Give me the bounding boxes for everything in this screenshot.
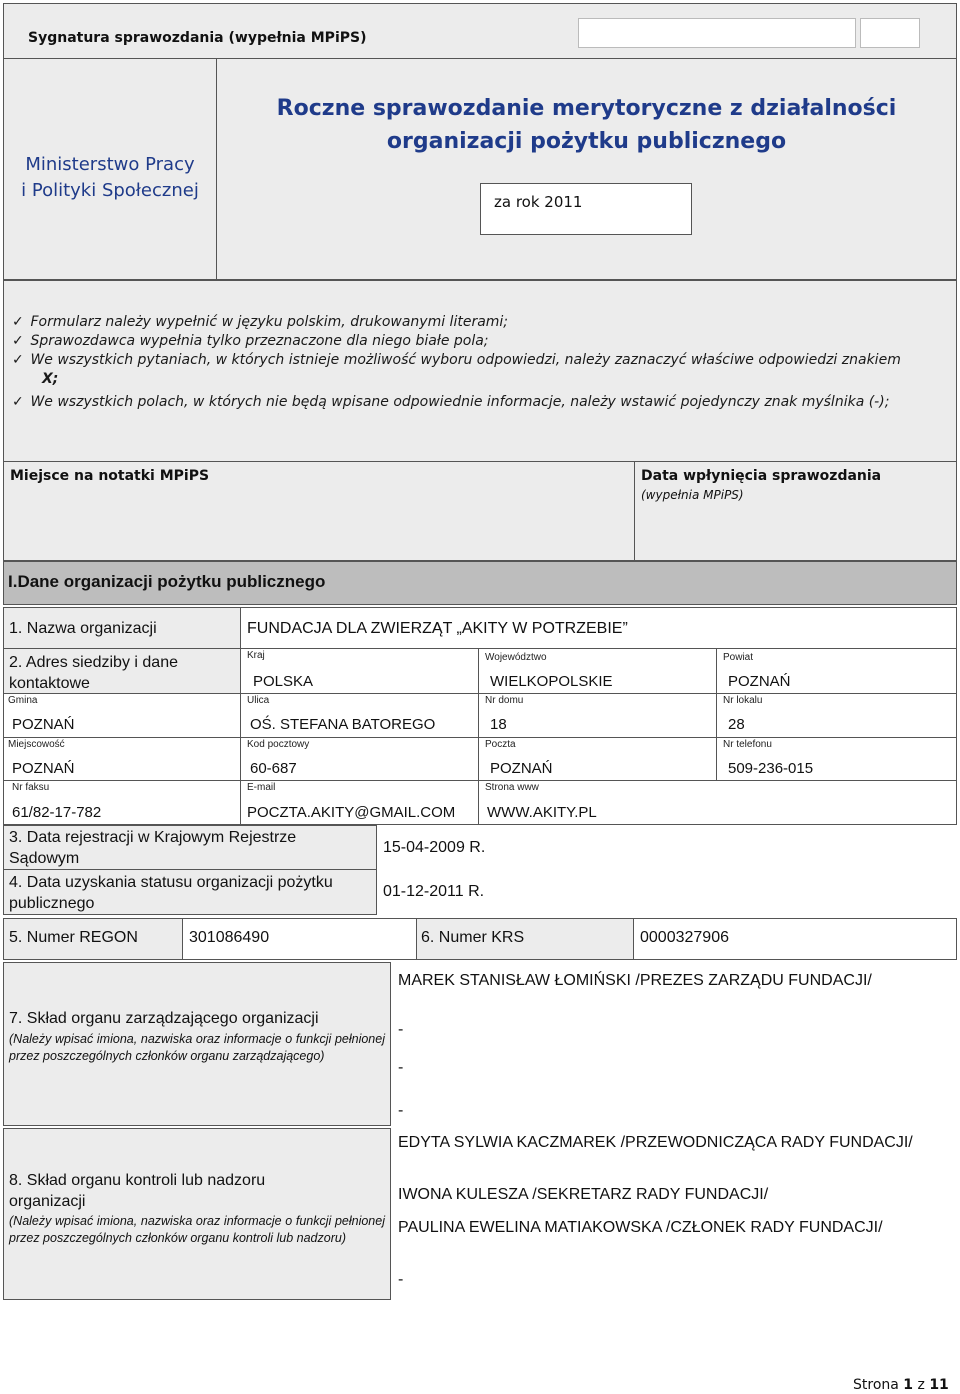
q4-value[interactable]: 01-12-2011 R. [383,883,485,900]
signature-label: Sygnatura sprawozdania (wypełnia MPiPS) [28,30,367,46]
receipt-date-label: Data wpłynięcia sprawozdania [641,468,882,484]
check-icon: ✓ [12,314,24,330]
q8-label: 8. Skład organu kontroli lub nadzoru organizacji [9,1172,266,1210]
q5-label: 5. Numer REGON [9,929,138,946]
powiat-value[interactable]: POZNAŃ [728,673,791,690]
poczta-label: Poczta [485,739,516,750]
org-name-value[interactable]: FUNDACJA DLA ZWIERZĄT „AKITY W POTRZEBIE” [247,620,628,637]
divider [3,737,957,738]
kraj-value[interactable]: POLSKA [253,673,314,690]
gmina-label: Gmina [8,695,38,706]
q6-label: 6. Numer KRS [421,929,525,946]
q1-label: 1. Nazwa organizacji [9,620,157,637]
q2-label: 2. Adres siedziby i dane kontaktowe [9,654,178,692]
q7-note: (Należy wpisać imiona, nazwiska oraz informacje o funkcji pełnionej przez poszczególnych członków organu zarządzającego) [9,1032,385,1063]
divider [633,918,634,960]
q7-member[interactable]: - [398,1102,404,1119]
report-title [216,92,957,158]
tel-label: Nr telefonu [723,739,772,750]
tel-value[interactable]: 509-236-015 [728,760,814,777]
poczta-value[interactable]: POZNAŃ [490,760,553,777]
woj-label: Województwo [485,652,547,663]
ministry-line-2: i Polityki Społecznej [21,180,199,201]
signature-field[interactable] [578,18,856,48]
q3-label: 3. Data rejestracji w Krajowym Rejestrze Sądowym [9,829,297,867]
nrdomu-value[interactable]: 18 [490,716,507,733]
check-icon: ✓ [12,333,24,349]
q8-note: (Należy wpisać imiona, nazwiska oraz informacje o funkcji pełnionej przez poszczególnych członków organu kontroli lub nadzoru) [9,1214,385,1245]
signature-field-2[interactable] [860,18,920,48]
divider [240,693,241,824]
email-label: E-mail [247,782,276,793]
divider [716,648,717,780]
divider [240,607,241,649]
instruction-item: ✓ We wszystkich polach, w których nie będą wpisane odpowiednie informacje, należy wstawić pojedynczy znak myślnika (-); [12,394,890,410]
powiat-label: Powiat [723,652,754,663]
q8-member[interactable]: EDYTA SYLWIA KACZMAREK /PRZEWODNICZĄCA RADY FUNDACJI/ [398,1134,913,1151]
q7-member[interactable]: - [398,1021,404,1038]
kod-value[interactable]: 60-687 [250,760,297,777]
divider [3,693,957,694]
divider [478,648,479,824]
section-title: I.Dane organizacji pożytku publicznego [8,572,326,591]
instruction-item: ✓ Formularz należy wypełnić w języku polskim, drukowanymi literami; [12,314,509,330]
ministry-name [10,152,210,204]
q7-member[interactable]: MAREK STANISŁAW ŁOMIŃSKI /PREZES ZARZĄDU FUNDACJI/ [398,972,872,989]
check-icon: ✓ [12,352,24,368]
ulica-value[interactable]: OŚ. STEFANA BATOREGO [250,716,436,733]
divider [182,918,183,960]
regon-value[interactable]: 301086490 [189,929,270,946]
q3-value[interactable]: 15-04-2009 R. [383,839,486,856]
kod-label: Kod pocztowy [247,739,310,750]
ulica-label: Ulica [247,695,270,706]
email-value[interactable]: POCZTA.AKITY@GMAIL.COM [247,804,456,821]
instruction-item: ✓ Sprawozdawca wypełnia tylko przeznaczone dla niego białe pola; [12,333,489,349]
instruction-item: X; [42,371,59,387]
gmina-value[interactable]: POZNAŃ [12,716,75,733]
www-value[interactable]: WWW.AKITY.PL [487,804,597,821]
year-label: za rok 2011 [494,193,583,211]
report-title-line-1: Roczne sprawozdanie merytoryczne z działalności [276,96,897,121]
miejsc-value[interactable]: POZNAŃ [12,760,75,777]
receipt-date-sub: (wypełnia MPiPS) [641,488,744,502]
q8-member[interactable]: - [398,1271,404,1288]
q4-label: 4. Data uzyskania statusu organizacji pożytku publicznego [9,874,333,912]
nrlokalu-label: Nr lokalu [723,695,763,706]
kraj-label: Kraj [247,650,265,661]
page-number: Strona 1 z 11 [853,1377,949,1393]
nrlokalu-value[interactable]: 28 [728,716,745,733]
header-divider-horizontal [3,58,957,59]
nrdomu-label: Nr domu [485,695,524,706]
q8-member[interactable]: PAULINA EWELINA MATIAKOWSKA /CZŁONEK RADY FUNDACJI/ [398,1219,883,1236]
www-label: Strona www [485,782,539,793]
divider [3,780,957,781]
q8-member[interactable]: IWONA KULESZA /SEKRETARZ RADY FUNDACJI/ [398,1186,769,1203]
q7-label: 7. Skład organu zarządzającego organizacji [9,1010,319,1027]
notes-divider [634,461,635,561]
fax-label: Nr faksu [12,782,50,793]
instructions-list [12,313,952,412]
miejsc-label: Miejscowość [8,739,65,750]
woj-value[interactable]: WIELKOPOLSKIE [490,673,613,690]
divider [240,648,241,694]
fax-value[interactable]: 61/82-17-782 [12,804,102,821]
q7-member[interactable]: - [398,1059,404,1076]
instruction-item: ✓ We wszystkich pytaniach, w których istnieje możliwość wyboru odpowiedzi, należy zaznaczyć właściwe odpowiedzi znakiem [12,352,901,368]
report-title-line-2: organizacji pożytku publicznego [386,129,787,154]
check-icon: ✓ [12,394,24,410]
ministry-line-1: Ministerstwo Pracy [25,154,195,175]
notes-label: Miejsce na notatki MPiPS [10,468,210,484]
krs-value[interactable]: 0000327906 [640,929,729,946]
